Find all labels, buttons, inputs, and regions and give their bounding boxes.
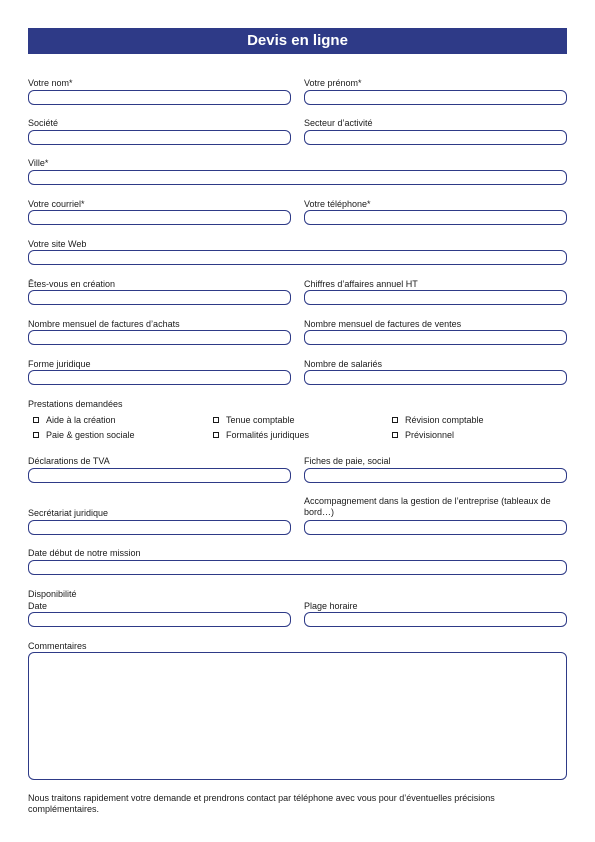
checkbox-label: Prévisionnel [405, 430, 455, 440]
label-forme-juridique: Forme juridique [28, 359, 91, 369]
label-factures-achats: Nombre mensuel de factures d’achats [28, 319, 180, 329]
date-debut-input[interactable] [28, 560, 567, 575]
label-nom: Votre nom* [28, 78, 73, 88]
commentaires-textarea[interactable] [28, 652, 567, 780]
prenom-input[interactable] [304, 90, 567, 105]
label-salaries: Nombre de salariés [304, 359, 383, 369]
courriel-input[interactable] [28, 210, 291, 225]
checkbox-paie-gestion-sociale[interactable] [33, 430, 135, 441]
forme-juridique-input[interactable] [28, 370, 291, 385]
label-date: Date [28, 601, 48, 611]
label-chiffre-affaires: Chiffres d’affaires annuel HT [304, 279, 418, 289]
telephone-input[interactable] [304, 210, 567, 225]
label-secretariat: Secrétariat juridique [28, 508, 109, 518]
label-societe: Société [28, 118, 59, 128]
label-factures-ventes: Nombre mensuel de factures de ventes [304, 319, 462, 329]
label-secteur: Secteur d’activité [304, 118, 373, 128]
checkbox-revision-comptable[interactable] [392, 415, 484, 426]
checkbox-previsionnel[interactable] [392, 430, 454, 441]
label-accompagnement: Accompagnement dans la gestion de l’entreprise (tableaux de bord…) [304, 496, 551, 517]
chiffre-affaires-input[interactable] [304, 290, 567, 305]
label-tva: Déclarations de TVA [28, 456, 110, 466]
date-input[interactable] [28, 612, 291, 627]
checkbox-icon [213, 417, 219, 423]
checkbox-tenue-comptable[interactable] [213, 415, 295, 426]
creation-input[interactable] [28, 290, 291, 305]
checkbox-icon [392, 432, 398, 438]
checkbox-label: Paie & gestion sociale [46, 430, 135, 440]
checkbox-icon [213, 432, 219, 438]
factures-ventes-input[interactable] [304, 330, 567, 345]
ville-input[interactable] [28, 170, 567, 185]
checkbox-label: Révision comptable [405, 415, 484, 425]
secteur-input[interactable] [304, 130, 567, 145]
plage-horaire-input[interactable] [304, 612, 567, 627]
label-fiches-paie: Fiches de paie, social [304, 456, 391, 466]
label-courriel: Votre courriel* [28, 199, 85, 209]
label-prestations: Prestations demandées [28, 399, 123, 409]
label-disponibilite: Disponibilité [28, 589, 77, 599]
checkbox-label: Formalités juridiques [226, 430, 310, 440]
label-telephone: Votre téléphone* [304, 199, 371, 209]
checkbox-label: Tenue comptable [226, 415, 295, 425]
salaries-input[interactable] [304, 370, 567, 385]
nom-input[interactable] [28, 90, 291, 105]
secretariat-input[interactable] [28, 520, 291, 535]
fiches-paie-input[interactable] [304, 468, 567, 483]
label-ville: Ville* [28, 158, 49, 168]
label-prenom: Votre prénom* [304, 78, 362, 88]
footer-note: Nous traitons rapidement votre demande et prendrons contact par téléphone avec vous pour d’éventuelles précisions complémentaires. [28, 793, 495, 814]
label-creation: Êtes-vous en création [28, 279, 116, 289]
checkbox-aide-creation[interactable] [33, 415, 116, 426]
form-title: Devis en ligne [28, 28, 567, 54]
checkbox-icon [392, 417, 398, 423]
checkbox-icon [33, 417, 39, 423]
tva-input[interactable] [28, 468, 291, 483]
label-date-debut: Date début de notre mission [28, 548, 141, 558]
accompagnement-input[interactable] [304, 520, 567, 535]
societe-input[interactable] [28, 130, 291, 145]
label-site-web: Votre site Web [28, 239, 87, 249]
factures-achats-input[interactable] [28, 330, 291, 345]
label-plage-horaire: Plage horaire [304, 601, 358, 611]
checkbox-formalites-juridiques[interactable] [213, 430, 309, 441]
checkbox-icon [33, 432, 39, 438]
checkbox-label: Aide à la création [46, 415, 116, 425]
label-commentaires: Commentaires [28, 641, 87, 651]
site-web-input[interactable] [28, 250, 567, 265]
